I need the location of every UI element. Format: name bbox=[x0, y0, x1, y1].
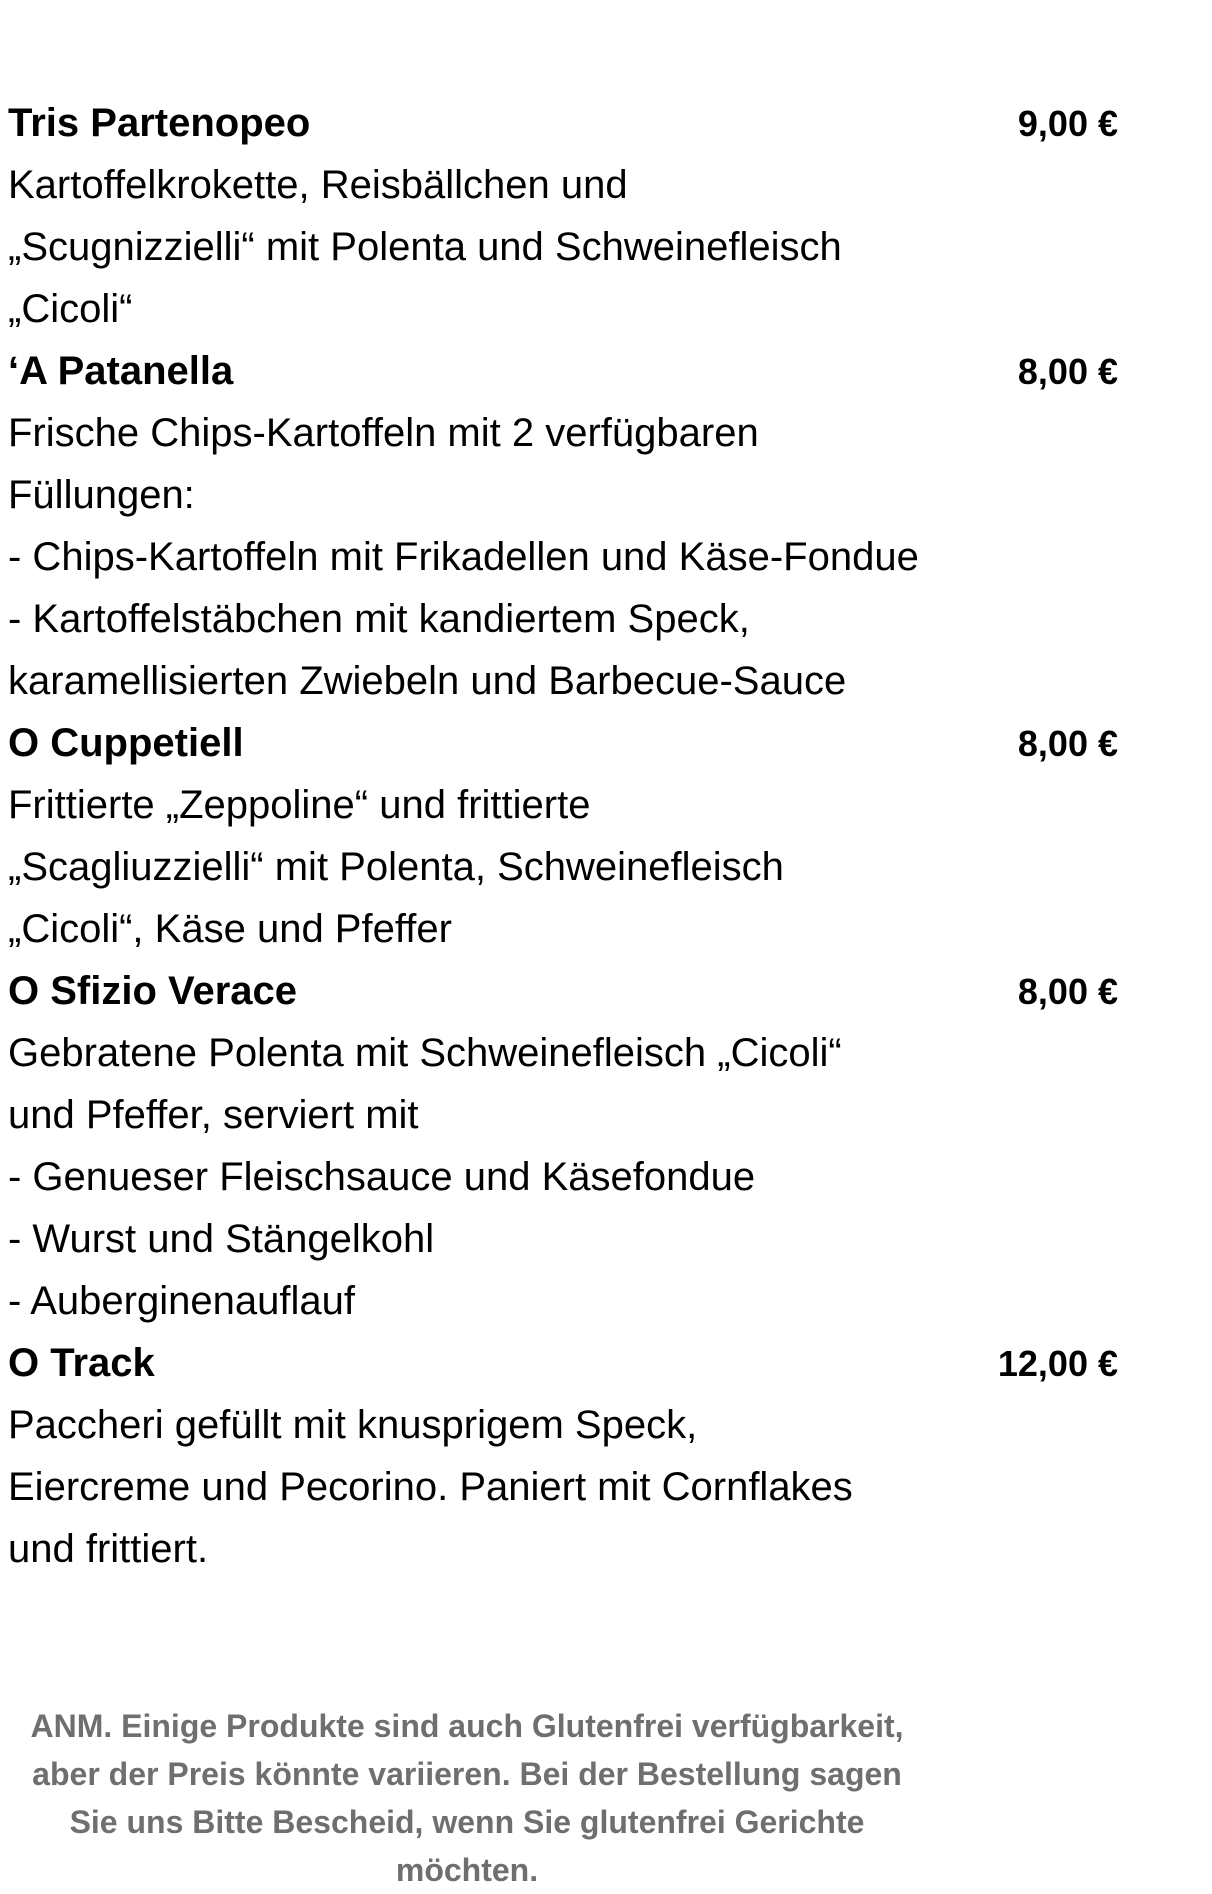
menu-item-name: O Cuppetiell bbox=[8, 721, 244, 765]
menu-item bbox=[8, 1332, 1118, 1580]
menu-item-description-line: - Chips-Kartoffeln mit Frikadellen und Käse-Fondue bbox=[8, 535, 919, 579]
menu-item-header bbox=[8, 340, 1118, 402]
menu-item-price: 12,00 € bbox=[997, 1343, 1118, 1384]
note-line: möchten. bbox=[395, 1852, 539, 1888]
menu-item-description-line: „Scagliuzzielli“ mit Polenta, Schweinefleisch bbox=[8, 845, 784, 889]
menu-item-description-line: „Cicoli“ bbox=[8, 287, 133, 331]
menu-item-header bbox=[8, 1332, 1118, 1394]
note-line: ANM. Einige Produkte sind auch Glutenfrei verfügbarkeit, bbox=[30, 1708, 904, 1744]
menu-item-name: ‘A Patanella bbox=[8, 349, 234, 393]
menu-item-header bbox=[8, 960, 1118, 1022]
menu-item-name: O Track bbox=[8, 1341, 155, 1385]
menu-item bbox=[8, 712, 1118, 960]
menu-item-price: 8,00 € bbox=[1017, 723, 1118, 764]
menu-item-description-line: Eiercreme und Pecorino. Paniert mit Cornflakes bbox=[8, 1465, 853, 1509]
menu-item-name: O Sfizio Verace bbox=[8, 969, 298, 1013]
menu-item-name: Tris Partenopeo bbox=[8, 101, 311, 145]
menu-item-description-line: - Auberginenauflauf bbox=[8, 1279, 355, 1323]
menu-item-description-line: Frische Chips-Kartoffeln mit 2 verfügbaren bbox=[8, 411, 759, 455]
menu-item bbox=[8, 92, 1118, 340]
menu-item-description-line: karamellisierten Zwiebeln und Barbecue-Sauce bbox=[8, 659, 847, 703]
menu-item-header bbox=[8, 92, 1118, 154]
menu-item-description-line: Füllungen: bbox=[8, 473, 195, 517]
menu-item-description-line: - Wurst und Stängelkohl bbox=[8, 1217, 435, 1261]
gluten-free-note bbox=[0, 1702, 934, 1894]
menu-item-description-line: „Cicoli“, Käse und Pfeffer bbox=[8, 907, 452, 951]
menu-item-description-line: Paccheri gefüllt mit knusprigem Speck, bbox=[8, 1403, 698, 1447]
menu-item-description-line: - Genueser Fleischsauce und Käsefondue bbox=[8, 1155, 756, 1199]
menu-item-price: 9,00 € bbox=[1017, 103, 1118, 144]
menu-item-price: 8,00 € bbox=[1017, 351, 1118, 392]
menu-item-description-line: Frittierte „Zeppoline“ und frittierte bbox=[8, 783, 591, 827]
menu-item-header bbox=[8, 712, 1118, 774]
menu-item-description-line: Kartoffelkrokette, Reisbällchen und bbox=[8, 163, 628, 207]
menu-item-description-line: „Scugnizzielli“ mit Polenta und Schweinefleisch bbox=[8, 225, 842, 269]
menu-item-description-line: und frittiert. bbox=[8, 1527, 209, 1571]
menu-item-price: 8,00 € bbox=[1017, 971, 1118, 1012]
note-line: aber der Preis könnte variieren. Bei der Bestellung sagen bbox=[32, 1756, 902, 1792]
menu-item bbox=[8, 960, 1118, 1332]
menu-item-description-line: Gebratene Polenta mit Schweinefleisch „Cicoli“ bbox=[8, 1031, 842, 1075]
menu-item bbox=[8, 340, 1118, 712]
menu-item-description-line: - Kartoffelstäbchen mit kandiertem Speck, bbox=[8, 597, 750, 641]
menu-list bbox=[8, 92, 1118, 1580]
menu-item-description-line: und Pfeffer, serviert mit bbox=[8, 1093, 419, 1137]
note-line: Sie uns Bitte Bescheid, wenn Sie glutenfrei Gerichte bbox=[69, 1804, 865, 1840]
